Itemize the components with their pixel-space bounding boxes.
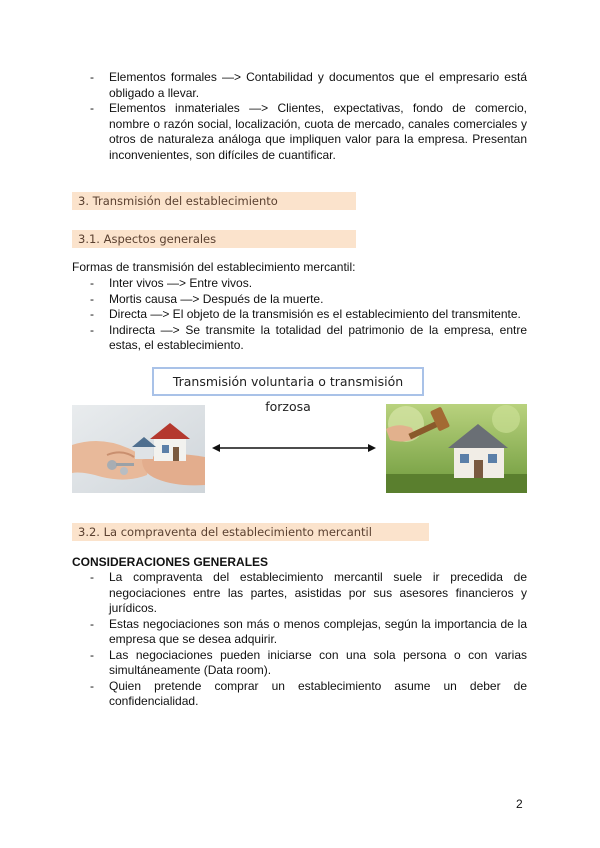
section-heading-3: 3. Transmisión del establecimiento (72, 192, 356, 210)
list-item: - La compraventa del establecimiento mercantil suele ir precedida de negociaciones entre las partes, asistidas por sus asesores financieros y jurídicos. (90, 570, 527, 617)
list-item: - Las negociaciones pueden iniciarse con una sola persona o con varias simultáneamente (Data room). (90, 648, 527, 679)
intangible-elements-list (90, 70, 527, 163)
section-heading-3-1: 3.1. Aspectos generales (72, 230, 356, 248)
considerations-title: CONSIDERACIONES GENERALES (72, 555, 269, 569)
gavel-house-image (386, 404, 527, 493)
list-item: - Elementos inmateriales —> Clientes, expectativas, fondo de comercio, nombre o razón social, localización, cuota de mercado, canales comerciales y otros de naturaleza análoga que impliquen valor para la empresa. Presentan inconvenientes, son difíciles de cuantificar. (90, 101, 527, 163)
page-number: 2 (516, 797, 523, 811)
gavel-and-house-photo (386, 404, 527, 493)
list-item: - Indirecta —> Se transmite la totalidad del patrimonio de la empresa, entre estas, el establecimiento. (90, 323, 527, 354)
list-item: - Mortis causa —> Después de la muerte. (90, 292, 527, 308)
list-item: - Inter vivos —> Entre vivos. (90, 276, 527, 292)
double-arrow-icon (210, 440, 378, 456)
forms-intro: Formas de transmisión del establecimiento mercantil: (72, 260, 356, 274)
forms-list (90, 276, 527, 354)
hands-with-house-and-keys-photo (72, 405, 205, 493)
hands-house-keys-image (72, 405, 205, 493)
list-item: - Directa —> El objeto de la transmisión es el establecimiento del transmitente. (90, 307, 527, 323)
list-item: - Elementos formales —> Contabilidad y documentos que el empresario está obligado a llevar. (90, 70, 527, 101)
section-heading-3-2: 3.2. La compraventa del establecimiento mercantil (72, 523, 429, 541)
transmission-type-box: Transmisión voluntaria o transmisión forzosa (152, 367, 424, 396)
list-item: - Quien pretende comprar un establecimiento asume un deber de confidencialidad. (90, 679, 527, 710)
list-item: - Estas negociaciones son más o menos complejas, según la importancia de la empresa que se desea adquirir. (90, 617, 527, 648)
considerations-list (90, 570, 527, 710)
